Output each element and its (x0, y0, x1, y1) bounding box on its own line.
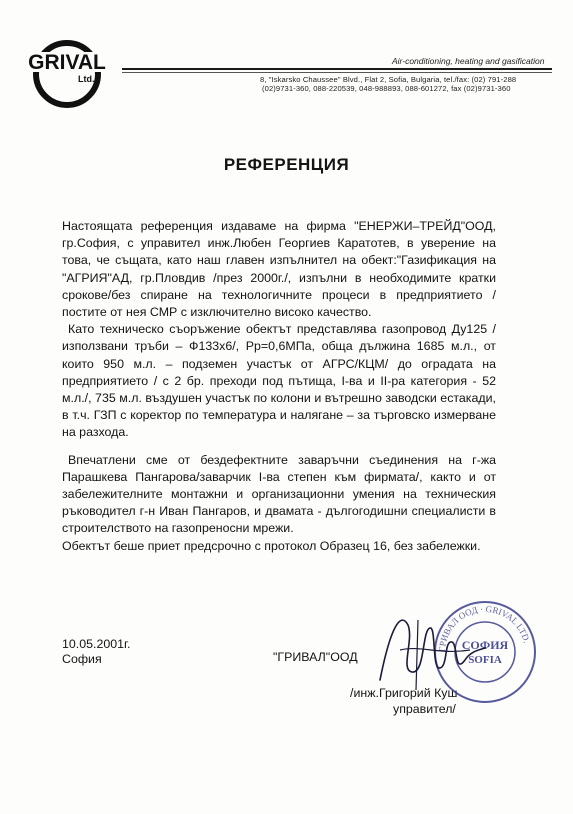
signer-name: /инж.Григорий Куш (350, 686, 458, 700)
document-body (62, 218, 496, 555)
handwritten-signature (370, 600, 490, 700)
company-name: "ГРИВАЛ"ООД (273, 650, 358, 664)
signer-role: управител/ (393, 702, 456, 716)
letterhead-address: 8, "Iskarsko Chaussee" Blvd., Flat 2, Sofia, Bulgaria, tel./fax: (02) 791-288 (260, 75, 517, 84)
letterhead-phones: (02)9731-360, 088-220539, 048-988893, 088-601272, fax (02)9731-360 (262, 84, 511, 93)
paragraph-acceptance: Обектът беше приет предсрочно с протокол Образец 16, без забележки. (62, 538, 481, 553)
paragraph-intro: Настоящата референция издаваме на фирма "ЕНЕРЖИ–ТРЕЙД"ООД, гр.София, с управител инж.Любен Георгиев Каратотев, в уверение на това, че същата, като наш главен изпълнител на обект:"Газификация на "АГРИЯ"АД, гр.Пловдив /през 2000г./, изпълни в необходимите кратки срокове/без спиране на технологичните процеси в предприятието / постите от нея СМР с изключително високо качество. (62, 219, 496, 320)
letterhead-rule-thin (122, 72, 552, 73)
paragraph-appreciation: Впечатлени сме от бездефектните заваръчни съединения на г-жа Парашкева Пангарова/заварчик I-ва степен към фирмата/, както и от забележителните монтажни и организационни умения на техническия ръководител г-н Иван Пангаров, и двамата - дългогодишни специалисти в строителството на газопреносни мрежи. (62, 452, 496, 536)
svg-text:ГРИВАЛ ООД · GRIVAL LTD.: ГРИВАЛ ООД · GRIVAL LTD. (436, 603, 532, 653)
company-logo (12, 38, 122, 108)
document-date: 10.05.2001г. (62, 637, 131, 651)
logo-text: GRIVAL (28, 51, 106, 74)
letterhead-tagline: Air-conditioning, heating and gasification (392, 56, 545, 66)
letterhead-rule (122, 68, 552, 70)
logo-subtext: Ltd. (78, 74, 95, 84)
paragraph-technical: Като техническо съоръжение обектът представлява газопровод Ду125 /използвани тръби – Ф133х6/, Рр=0,6МПа, обща дължина 1685 м.л., от които 950 м.л. – подземен участък от АГРС/КЦМ/ до оградата на предприятието / с 2 бр. преходи под пътища, I-ва и II-ра категория - 52 м.л./, 735 м.л. въздушен участък по колони и вътрешно заводски естакади, в т.ч. ГЗП с коректор по температура и налягане – за търговско измерване на разхода. (62, 322, 496, 440)
svg-text:СОФИЯ: СОФИЯ (461, 638, 509, 652)
document-title: РЕФЕРЕНЦИЯ (223, 155, 350, 174)
document-city: София (62, 652, 102, 666)
svg-text:SOFIA: SOFIA (468, 654, 502, 666)
